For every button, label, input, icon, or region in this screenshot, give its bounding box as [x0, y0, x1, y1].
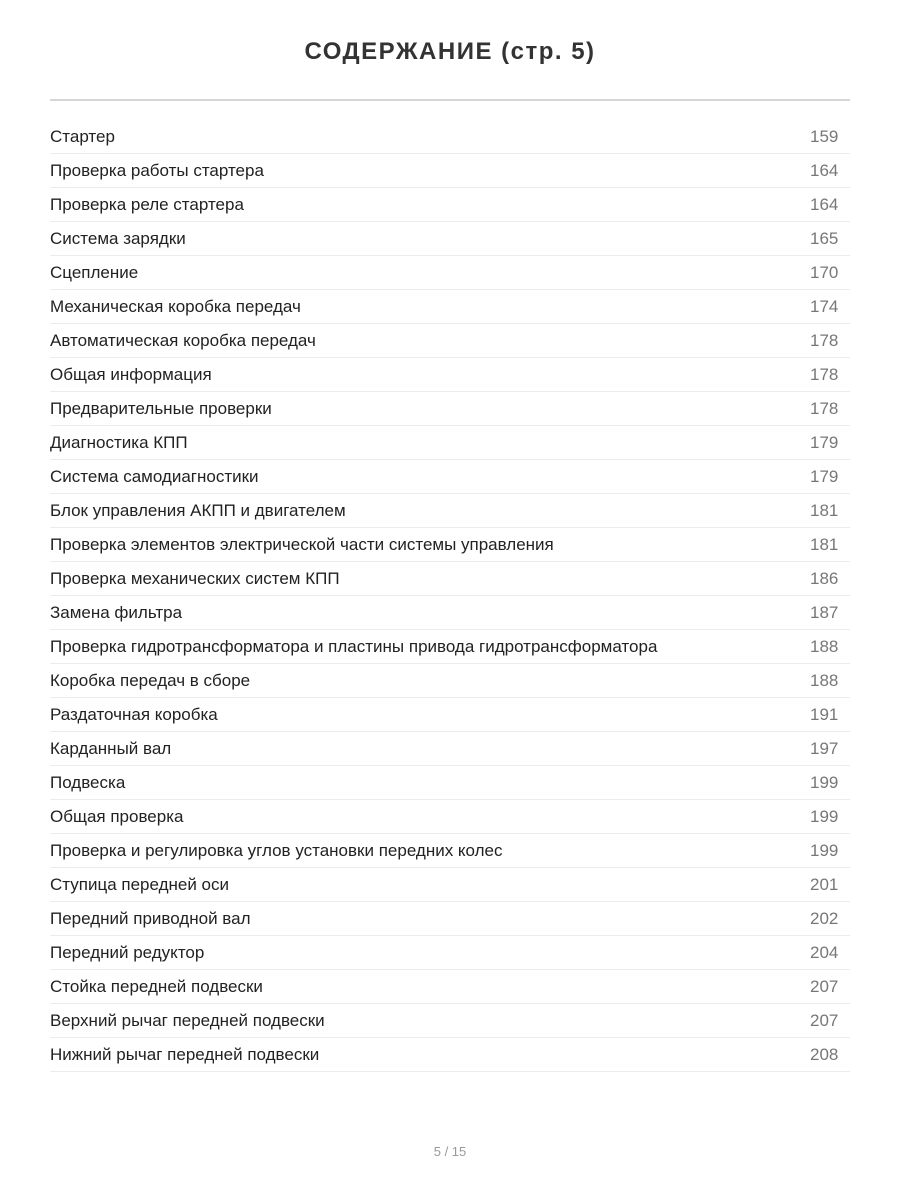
toc-entry-page: 181 — [810, 500, 839, 520]
toc-entry-title: Общая проверка — [50, 806, 184, 826]
toc-entry-page: 178 — [810, 330, 839, 350]
toc-row[interactable] — [50, 426, 850, 460]
toc-row[interactable] — [50, 324, 850, 358]
toc-list — [50, 120, 850, 1072]
toc-entry-title: Карданный вал — [50, 738, 172, 758]
toc-entry-page: 199 — [810, 806, 839, 826]
toc-entry-title: Замена фильтра — [50, 602, 183, 622]
toc-entry-page: 201 — [810, 874, 839, 894]
toc-row[interactable] — [50, 392, 850, 426]
toc-row[interactable] — [50, 528, 850, 562]
toc-row[interactable] — [50, 290, 850, 324]
page-title: СОДЕРЖАНИЕ (стр. 5) — [304, 38, 596, 65]
toc-entry-page: 178 — [810, 398, 839, 418]
page-indicator: 5 / 15 — [433, 1144, 467, 1159]
toc-row[interactable] — [50, 256, 850, 290]
toc-entry-title: Предварительные проверки — [50, 398, 272, 418]
toc-entry-title: Система зарядки — [50, 228, 186, 248]
toc-row[interactable] — [50, 936, 850, 970]
toc-row[interactable] — [50, 970, 850, 1004]
toc-row[interactable] — [50, 698, 850, 732]
toc-entry-title: Механическая коробка передач — [50, 296, 301, 316]
title-divider — [50, 99, 850, 101]
toc-entry-title: Стойка передней подвески — [50, 976, 263, 996]
toc-entry-title: Коробка передач в сборе — [50, 670, 251, 690]
toc-entry-page: 199 — [810, 840, 839, 860]
toc-row[interactable] — [50, 494, 850, 528]
toc-row[interactable] — [50, 868, 850, 902]
toc-row[interactable] — [50, 902, 850, 936]
toc-row[interactable] — [50, 460, 850, 494]
toc-row[interactable] — [50, 664, 850, 698]
toc-row[interactable] — [50, 1038, 850, 1072]
toc-row[interactable] — [50, 800, 850, 834]
toc-entry-page: 188 — [810, 636, 839, 656]
toc-entry-page: 164 — [810, 160, 839, 180]
toc-entry-page: 207 — [810, 976, 839, 996]
toc-entry-page: 197 — [810, 738, 839, 758]
toc-row[interactable] — [50, 732, 850, 766]
toc-entry-page: 178 — [810, 364, 839, 384]
toc-entry-page: 179 — [810, 466, 839, 486]
toc-row[interactable] — [50, 188, 850, 222]
toc-entry-page: 191 — [810, 704, 839, 724]
toc-entry-title: Проверка реле стартера — [50, 194, 244, 214]
toc-entry-page: 208 — [810, 1044, 839, 1064]
toc-row[interactable] — [50, 562, 850, 596]
toc-entry-title: Нижний рычаг передней подвески — [50, 1044, 320, 1064]
toc-entry-page: 187 — [810, 602, 839, 622]
toc-entry-title: Блок управления АКПП и двигателем — [50, 500, 346, 520]
toc-entry-page: 199 — [810, 772, 839, 792]
toc-entry-page: 165 — [810, 228, 839, 248]
toc-row[interactable] — [50, 596, 850, 630]
toc-row[interactable] — [50, 222, 850, 256]
toc-entry-page: 179 — [810, 432, 839, 452]
toc-row[interactable] — [50, 120, 850, 154]
toc-entry-page: 174 — [810, 296, 839, 316]
toc-entry-title: Автоматическая коробка передач — [50, 330, 316, 350]
toc-entry-title: Общая информация — [50, 364, 212, 384]
toc-row[interactable] — [50, 834, 850, 868]
toc-entry-page: 207 — [810, 1010, 839, 1030]
toc-entry-page: 202 — [810, 908, 839, 928]
toc-entry-title: Проверка элементов электрической части системы управления — [50, 534, 554, 554]
toc-entry-title: Проверка и регулировка углов установки передних колес — [50, 840, 503, 860]
toc-entry-title: Ступица передней оси — [50, 874, 229, 894]
toc-entry-title: Раздаточная коробка — [50, 704, 218, 724]
toc-entry-page: 186 — [810, 568, 839, 588]
toc-row[interactable] — [50, 766, 850, 800]
toc-entry-page: 170 — [810, 262, 839, 282]
toc-entry-page: 159 — [810, 126, 839, 146]
toc-entry-page: 181 — [810, 534, 839, 554]
toc-entry-title: Верхний рычаг передней подвески — [50, 1010, 325, 1030]
toc-row[interactable] — [50, 630, 850, 664]
toc-entry-title: Подвеска — [50, 772, 126, 792]
toc-entry-title: Проверка механических систем КПП — [50, 568, 340, 588]
toc-entry-title: Проверка работы стартера — [50, 160, 264, 180]
toc-entry-page: 204 — [810, 942, 839, 962]
toc-row[interactable] — [50, 154, 850, 188]
toc-entry-title: Система самодиагностики — [50, 466, 259, 486]
toc-row[interactable] — [50, 1004, 850, 1038]
toc-entry-title: Диагностика КПП — [50, 432, 188, 452]
toc-row[interactable] — [50, 358, 850, 392]
toc-entry-title: Передний приводной вал — [50, 908, 251, 928]
toc-entry-page: 164 — [810, 194, 839, 214]
toc-entry-title: Сцепление — [50, 262, 139, 282]
toc-entry-title: Передний редуктор — [50, 942, 205, 962]
toc-entry-title: Стартер — [50, 126, 115, 146]
toc-entry-page: 188 — [810, 670, 839, 690]
toc-entry-title: Проверка гидротрансформатора и пластины привода гидротрансформатора — [50, 636, 658, 656]
